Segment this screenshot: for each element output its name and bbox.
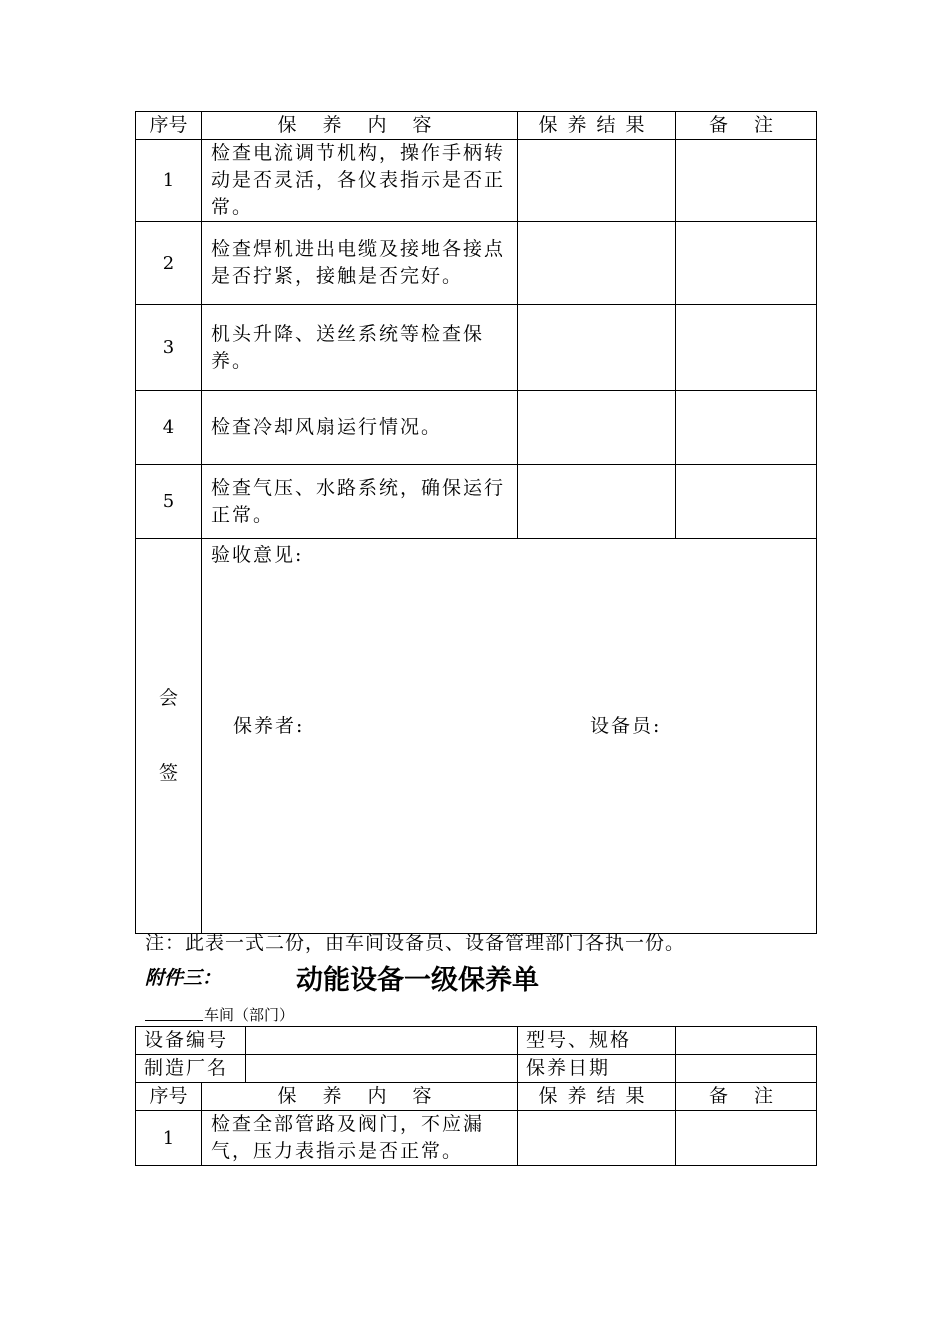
equipment-no-value[interactable]	[246, 1027, 518, 1055]
date-value[interactable]	[676, 1055, 817, 1083]
row-number: 1	[136, 140, 202, 222]
header-content: 保 养 内 容	[202, 1083, 518, 1111]
header-content: 保 养 内 容	[202, 112, 518, 140]
row-number: 1	[136, 1111, 202, 1166]
equipment-officer-label: 设备员:	[590, 715, 662, 737]
table-row	[136, 1111, 817, 1166]
remark-cell[interactable]	[676, 1111, 817, 1166]
manufacturer-value[interactable]	[246, 1055, 518, 1083]
table-header-row	[136, 112, 817, 140]
row-content: 检查气压、水路系统，确保运行正常。	[202, 465, 518, 539]
result-cell[interactable]	[518, 222, 676, 305]
row-number: 4	[136, 391, 202, 465]
row-content: 检查电流调节机构，操作手柄转动是否灵活，各仪表指示是否正常。	[202, 140, 518, 222]
table-row	[136, 140, 817, 222]
manufacturer-label: 制造厂名	[136, 1055, 246, 1083]
row-number: 3	[136, 305, 202, 391]
sign-off-cell[interactable]	[202, 539, 817, 934]
row-content: 检查全部管路及阀门，不应漏气，压力表指示是否正常。	[202, 1111, 518, 1166]
date-label: 保养日期	[518, 1055, 676, 1083]
table-header-row	[136, 1083, 817, 1111]
info-row	[136, 1055, 817, 1083]
form-title: 动能设备一级保养单	[296, 965, 539, 996]
model-value[interactable]	[676, 1027, 817, 1055]
header-result: 保养结果	[518, 1083, 676, 1111]
row-content: 机头升降、送丝系统等检查保养。	[202, 305, 518, 391]
table-row	[136, 391, 817, 465]
result-cell[interactable]	[518, 391, 676, 465]
row-number: 5	[136, 465, 202, 539]
maintainer-label: 保养者:	[233, 715, 305, 737]
table-row	[136, 305, 817, 391]
remark-cell[interactable]	[676, 465, 817, 539]
result-cell[interactable]	[518, 465, 676, 539]
remark-cell[interactable]	[676, 391, 817, 465]
remark-cell[interactable]	[676, 305, 817, 391]
sign-label-top: 会	[158, 687, 178, 709]
equipment-no-label: 设备编号	[136, 1027, 246, 1055]
model-label: 型号、规格	[518, 1027, 676, 1055]
info-row	[136, 1027, 817, 1055]
maintenance-table-2	[135, 1026, 817, 1166]
attachment-label: 附件三：	[145, 967, 222, 989]
result-cell[interactable]	[518, 305, 676, 391]
table-row	[136, 465, 817, 539]
header-result: 保养结果	[518, 112, 676, 140]
footnote: 注：此表一式二份，由车间设备员、设备管理部门各执一份。	[145, 932, 686, 954]
sign-off-row	[136, 539, 817, 934]
remark-cell[interactable]	[676, 222, 817, 305]
acceptance-opinion-label: 验收意见:	[211, 544, 304, 566]
workshop-blank-line[interactable]	[145, 1019, 203, 1021]
header-remark: 备 注	[676, 1083, 817, 1111]
sign-label-bottom: 签	[158, 762, 178, 784]
header-remark: 备 注	[676, 112, 817, 140]
workshop-label: 车间（部门）	[204, 1008, 295, 1024]
maintenance-table-1	[135, 111, 817, 934]
header-seq: 序号	[136, 1083, 202, 1111]
row-content: 检查焊机进出电缆及接地各接点是否拧紧，接触是否完好。	[202, 222, 518, 305]
result-cell[interactable]	[518, 1111, 676, 1166]
result-cell[interactable]	[518, 140, 676, 222]
row-number: 2	[136, 222, 202, 305]
remark-cell[interactable]	[676, 140, 817, 222]
sign-label-cell	[136, 539, 202, 934]
row-content: 检查冷却风扇运行情况。	[202, 391, 518, 465]
table-row	[136, 222, 817, 305]
header-seq: 序号	[136, 112, 202, 140]
